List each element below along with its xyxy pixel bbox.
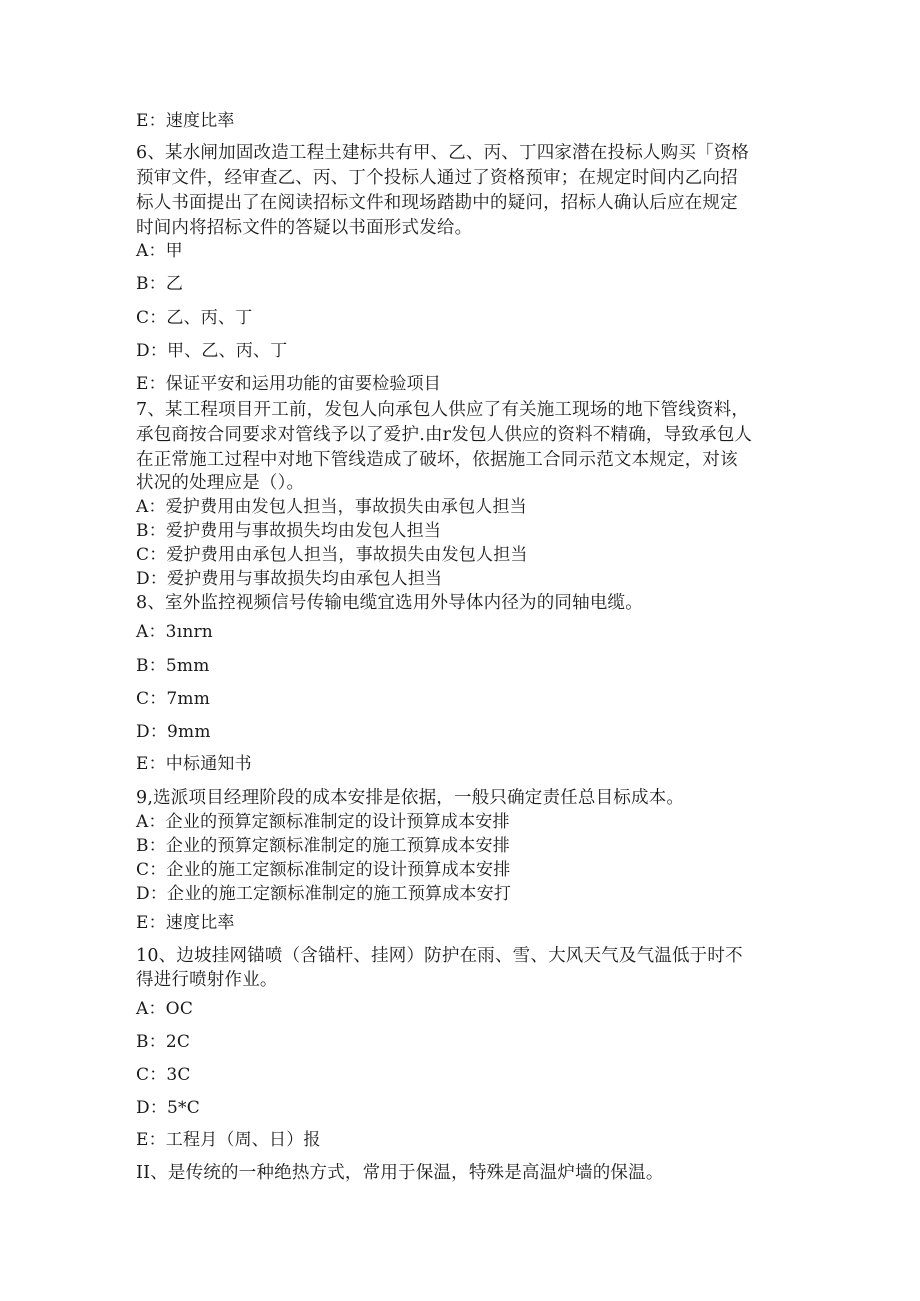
question-6-line-4: 时间内将招标文件的答疑以书面形式发给。 xyxy=(136,218,473,238)
option-a-q10: A：OC xyxy=(136,999,194,1019)
option-b-q7: B：爱护费用与事故损失均由发包人担当 xyxy=(136,521,442,541)
option-d-q6: D：甲、乙、丙、丁 xyxy=(136,341,288,361)
option-b-q8: B：5mm xyxy=(136,656,210,676)
option-b-q10: B：2C xyxy=(136,1032,191,1052)
option-c-q8: C：7mm xyxy=(136,689,211,709)
option-e-q10: E：工程月（周、日）报 xyxy=(136,1130,321,1150)
option-e-q8: E：中标通知书 xyxy=(136,754,252,774)
option-c-q7: C：爱护费用由承包人担当，事故损失由发包人担当 xyxy=(136,545,528,565)
option-b-q9: B：企业的预算定额标准制定的施工预算成本安排 xyxy=(136,836,510,856)
option-a-q9: A：企业的预算定额标准制定的设计预算成本安排 xyxy=(136,812,510,832)
option-c-q10: C：3C xyxy=(136,1065,191,1085)
option-c-q9: C：企业的施工定额标准制定的设计预算成本安排 xyxy=(136,860,511,880)
question-10-line-2: 得进行喷射作业。 xyxy=(136,970,278,990)
option-e-q5: E：速度比率 xyxy=(136,111,235,131)
option-a-q7: A：爱护费用由发包人担当，事故损失由承包人担当 xyxy=(136,497,527,517)
question-7-line-2: 承包商按合同要求对管线予以了爱护.由r发包人供应的资料不精确，导致承包人 xyxy=(136,425,753,445)
question-7-line-4: 状况的处理应是（）。 xyxy=(136,473,305,493)
question-6-line-1: 6、某水闸加固改造工程土建标共有甲、乙、丙、丁四家潜在投标人购买「资格 xyxy=(136,143,750,163)
option-a-q6: A：甲 xyxy=(136,241,183,261)
question-7-line-1: 7、某工程项目开工前，发包人向承包人供应了有关施工现场的地下管线资料， xyxy=(136,400,750,420)
option-a-q8: A：3ınrn xyxy=(136,622,213,642)
option-b-q6: B：乙 xyxy=(136,274,184,294)
question-10-line-1: 10、边坡挂网锚喷（含锚杆、挂网）防护在雨、雪、大风天气及气温低于时不 xyxy=(136,946,743,966)
question-9: 9,选派项目经理阶段的成本安排是依据，一般只确定责任总目标成本。 xyxy=(136,788,685,808)
option-d-q7: D：爱护费用与事故损失均由承包人担当 xyxy=(136,569,443,589)
question-7-line-3: 在正常施工过程中对地下管线造成了破坏，依据施工合同示范文本规定，对该 xyxy=(136,450,738,470)
option-d-q10: D：5*C xyxy=(136,1098,200,1118)
option-e-q6: E：保证平安和运用功能的宙要检验项目 xyxy=(136,374,442,394)
option-d-q8: D：9mm xyxy=(136,722,211,742)
question-8: 8、室外监控视频信号传输电缆宜选用外导体内径为的同轴电缆。 xyxy=(136,593,643,613)
question-11: II、是传统的一种绝热方式，常用于保温，特殊是高温炉墙的保温。 xyxy=(136,1163,664,1183)
option-c-q6: C：乙、丙、丁 xyxy=(136,308,253,328)
question-6-line-2: 预审文件，经审查乙、丙、丁个投标人通过了资格预审；在规定时间内乙向招 xyxy=(136,168,738,188)
question-6-line-3: 标人书面提出了在阅读招标文件和现场踏勘中的疑问，招标人确认后应在规定 xyxy=(136,193,738,213)
option-e-q9: E：速度比率 xyxy=(136,913,235,933)
option-d-q9: D：企业的施工定额标准制定的施工预算成本安打 xyxy=(136,884,512,904)
